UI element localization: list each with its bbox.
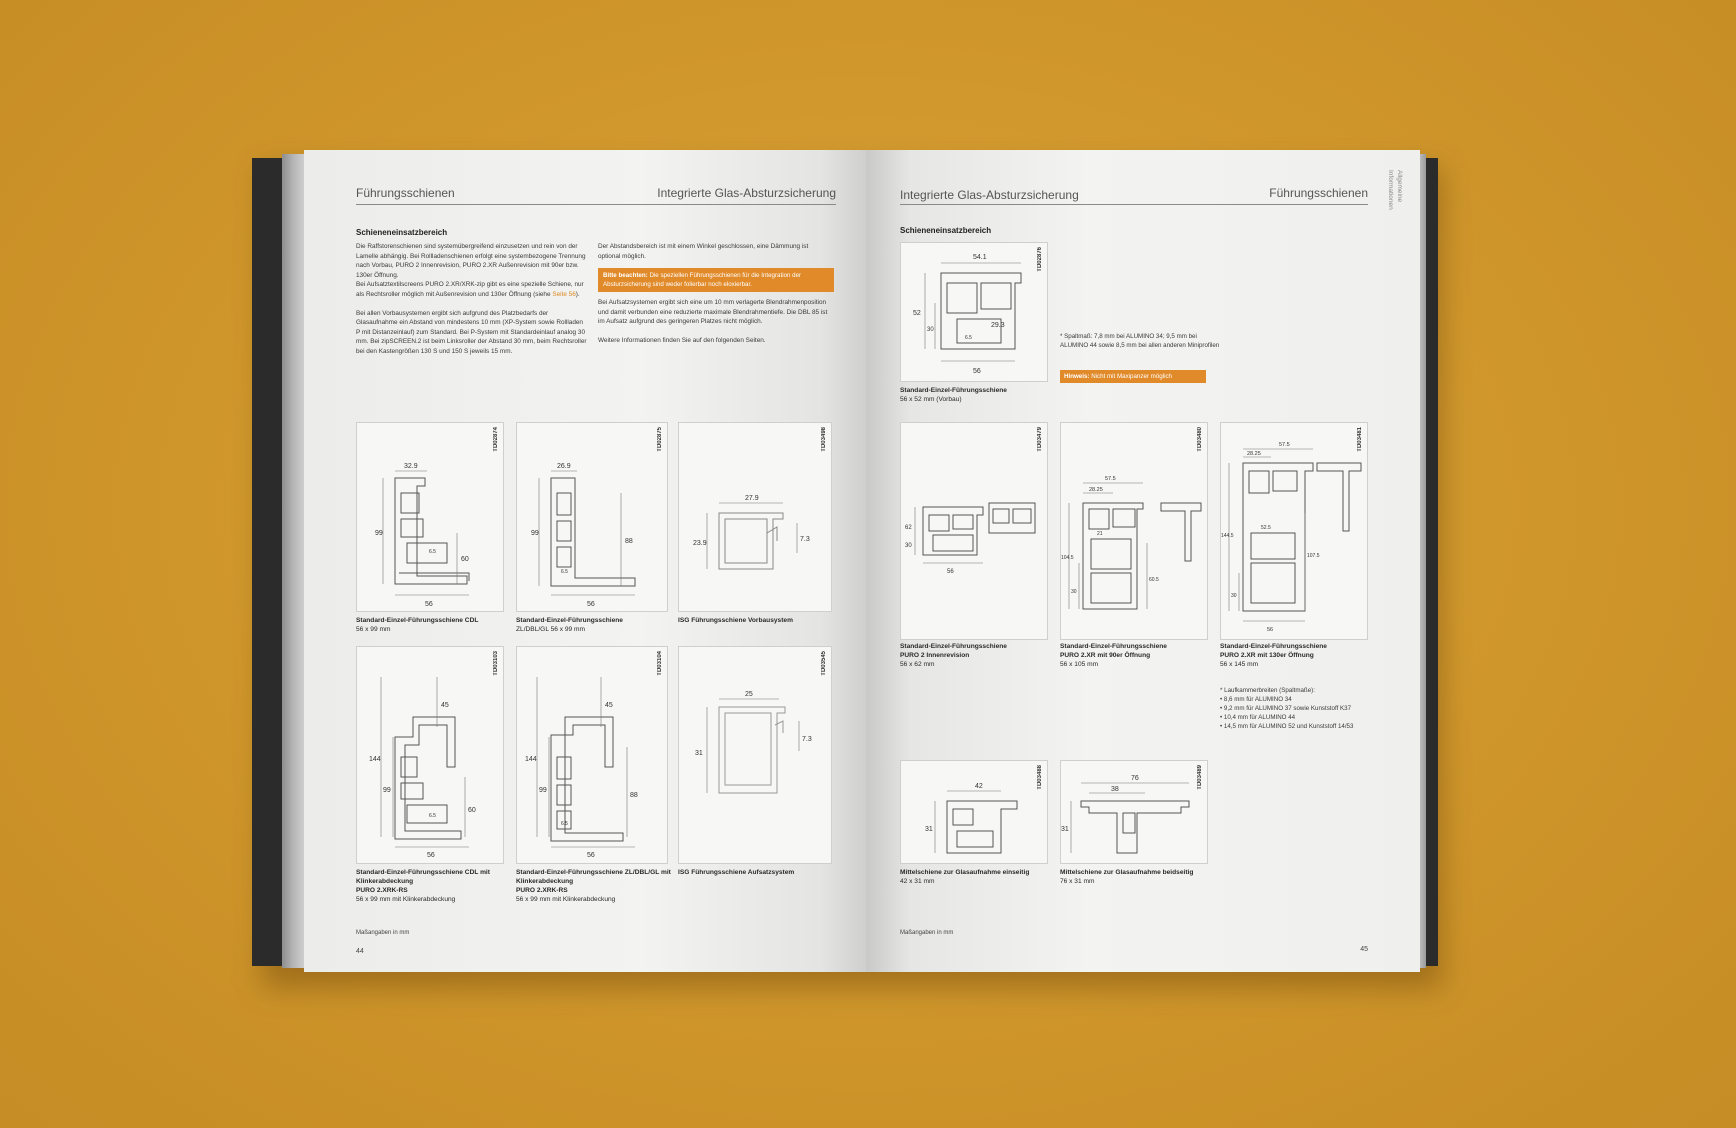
left-footer-note: Maßangaben in mm xyxy=(356,930,410,936)
drawing-code: TD02876 xyxy=(1037,247,1043,272)
caption-title: ISG Führungsschiene Aufsatzsystem xyxy=(678,869,795,876)
dim-width-top: 54.1 xyxy=(973,254,987,261)
drawing-card-td03479 xyxy=(900,422,1048,640)
dim-width-inner: 38 xyxy=(1111,786,1119,793)
dim-height: 99 xyxy=(539,787,547,794)
caption-td03488 xyxy=(900,868,1070,886)
caption-td03489 xyxy=(1060,868,1230,886)
caption-td03103 xyxy=(356,868,516,904)
caption-title: Standard-Einzel-Führungsschiene xyxy=(900,387,1007,394)
dim-height: 52 xyxy=(913,310,921,317)
profile-drawing xyxy=(357,647,505,865)
drawing-code: TD03481 xyxy=(1357,427,1363,452)
dim-small: 6.5 xyxy=(561,569,568,575)
drawing-code: TD03498 xyxy=(821,427,827,452)
left-text-col2b xyxy=(598,298,830,354)
notice-box xyxy=(598,268,834,292)
caption-sub: 56 x 52 mm (Vorbau) xyxy=(900,396,962,403)
dim-inner: 7.3 xyxy=(800,536,810,543)
caption-td03498 xyxy=(678,616,838,625)
hint-label: Hinweis: xyxy=(1064,373,1090,380)
dim-inner-height: 30 xyxy=(905,543,912,549)
drawing-card-td03104 xyxy=(516,646,668,864)
dim-inner-height: 30 xyxy=(1071,589,1077,595)
left-col1-p1: Die Raffstorenschienen sind systemübergreifend einzusetzen und rein von der Lamelle abhängig. Bei Rollladenschienen erfolgt eine systembezogene Trennung nach Vorbau, PURO 2 Innenrevision, PURO 2.XR Außenrevision mit 90er bzw. 130er Öffnung. xyxy=(356,243,586,279)
caption-title: Standard-Einzel-Führungsschiene xyxy=(516,617,623,624)
caption-title: Standard-Einzel-Führungsschiene xyxy=(1220,643,1327,650)
drawing-code: TD03545 xyxy=(821,651,827,676)
dim-height: 99 xyxy=(375,530,383,537)
drawing-card-td03545 xyxy=(678,646,832,864)
notice-text: Die speziellen Führungsschienen für die Integration der Absturzsicherung sind weder folierbar noch eloxierbar. xyxy=(603,272,802,288)
caption-title2: PURO 2.XR mit 130er Öffnung xyxy=(1220,652,1314,659)
right-page-number: 45 xyxy=(1360,946,1368,953)
dim-width-top: 32.9 xyxy=(404,463,418,470)
left-text-col2 xyxy=(598,242,830,270)
dim-width-top: 26.9 xyxy=(557,463,571,470)
dim-width: 56 xyxy=(587,601,595,608)
right-footer-note: Maßangaben in mm xyxy=(900,930,954,936)
caption-title2: PURO 2.XRK-RS xyxy=(356,887,408,894)
dim-width-half: 28.25 xyxy=(1089,487,1103,493)
drawing-card-td03488 xyxy=(900,760,1048,864)
drawing-code: TD03488 xyxy=(1037,765,1043,790)
caption-title: Standard-Einzel-Führungsschiene ZL/DBL/GL mit Klinkerabdeckung xyxy=(516,869,671,885)
dim-width: 42 xyxy=(975,783,983,790)
dim-width: 56 xyxy=(587,852,595,859)
laufkammer-list xyxy=(1220,695,1400,731)
dim-small: 6.5 xyxy=(429,813,436,819)
caption-td02875 xyxy=(516,616,676,634)
profile-drawing xyxy=(901,243,1049,383)
dim-width: 25 xyxy=(745,691,753,698)
dim-inner: 60.5 xyxy=(1149,577,1159,583)
caption-title: Mittelschiene zur Glasaufnahme beidseitig xyxy=(1060,869,1194,876)
dim-width: 56 xyxy=(947,569,954,575)
hint-text: Nicht mit Maxipanzer möglich xyxy=(1091,373,1172,380)
drawing-card-td02876 xyxy=(900,242,1048,382)
dim-inner: 88 xyxy=(625,538,633,545)
list-item: • 8,6 mm für ALUMINO 34 xyxy=(1220,695,1400,704)
profile-drawing xyxy=(1061,761,1209,865)
caption-sub: 56 x 99 mm xyxy=(356,626,391,633)
dim-height: 99 xyxy=(531,530,539,537)
dim-height: 31 xyxy=(925,826,933,833)
caption-title: Standard-Einzel-Führungsschiene CDL xyxy=(356,617,479,624)
left-page xyxy=(304,150,866,972)
caption-title2: PURO 2 Innenrevision xyxy=(900,652,970,659)
profile-drawing xyxy=(901,761,1049,865)
profile-drawing xyxy=(357,423,505,613)
dim-inner: 7.3 xyxy=(802,736,812,743)
left-header-chapter: Integrierte Glas-Absturzsicherung xyxy=(657,186,836,200)
caption-sub: 56 x 99 mm mit Klinkerabdeckung xyxy=(356,896,456,903)
drawing-card-td03480 xyxy=(1060,422,1208,640)
profile-drawing xyxy=(1061,423,1209,641)
dim-width: 56 xyxy=(973,368,981,375)
drawing-code: TD03103 xyxy=(493,651,499,676)
dim-height: 144.5 xyxy=(1221,533,1234,539)
dim-inner: 60 xyxy=(468,807,476,814)
drawing-code: TD03489 xyxy=(1197,765,1203,790)
dim-total-height: 144 xyxy=(369,756,381,763)
dim-height: 23.9 xyxy=(693,540,707,547)
left-section-title: Schieneneinsatzbereich xyxy=(356,228,448,237)
dim-inner: 29.3 xyxy=(991,322,1005,329)
caption-td03104 xyxy=(516,868,676,904)
dim-width-top: 57.5 xyxy=(1105,476,1116,482)
dim-height: 104.5 xyxy=(1061,555,1074,561)
dim-width-total: 76 xyxy=(1131,775,1139,782)
dim-inner-height: 30 xyxy=(927,327,934,333)
dim-width: 56 xyxy=(1267,627,1274,633)
right-section-title: Schieneneinsatzbereich xyxy=(900,226,992,235)
drawing-card-td03489 xyxy=(1060,760,1208,864)
profile-drawing xyxy=(517,423,669,613)
profile-drawing xyxy=(679,647,833,865)
dim-height: 99 xyxy=(383,787,391,794)
profile-drawing xyxy=(1221,423,1369,641)
dim-width-half: 28.25 xyxy=(1247,451,1261,457)
side-tab-label xyxy=(1386,170,1404,210)
left-header-rule xyxy=(356,204,836,205)
left-page-number: 44 xyxy=(356,948,364,955)
page-link[interactable]: Seite 56 xyxy=(552,290,576,298)
right-page xyxy=(866,150,1420,972)
dim-top: 45 xyxy=(605,702,613,709)
caption-title: Standard-Einzel-Führungsschiene CDL mit Klinkerabdeckung xyxy=(356,869,490,885)
drawing-code: TD02875 xyxy=(657,427,663,452)
dim-height: 31 xyxy=(1061,826,1069,833)
right-header-section: Führungsschienen xyxy=(1269,186,1368,200)
right-header-rule xyxy=(900,204,1368,205)
drawing-code: TD02874 xyxy=(493,427,499,452)
dim-height: 62 xyxy=(905,525,912,531)
profile-drawing xyxy=(901,423,1049,641)
spaltmass-note: * Spaltmaß: 7,8 mm bei ALUMINO 34; 9,5 mm bei ALUMINO 44 sowie 8,5 mm bei allen anderen Miniprofilen xyxy=(1060,333,1220,349)
left-text-col1 xyxy=(356,242,588,366)
dim-inner: 88 xyxy=(630,792,638,799)
caption-sub: 42 x 31 mm xyxy=(900,878,935,885)
laufkammer-title: * Laufkammerbreiten (Spaltmaße): xyxy=(1220,687,1315,694)
drawing-card-td02875 xyxy=(516,422,668,612)
caption-title2: PURO 2.XRK-RS xyxy=(516,887,568,894)
drawing-code: TD03479 xyxy=(1037,427,1043,452)
dim-small: 21 xyxy=(1097,531,1103,537)
side-tab-line1: Allgemeine xyxy=(1396,170,1403,203)
dim-small: 6.5 xyxy=(429,549,436,555)
drawing-code: TD03480 xyxy=(1197,427,1203,452)
dim-top: 45 xyxy=(441,702,449,709)
drawing-card-td03103 xyxy=(356,646,504,864)
caption-title: ISG Führungsschiene Vorbausystem xyxy=(678,617,793,624)
left-col2-p3: Weitere Informationen finden Sie auf den folgenden Seiten. xyxy=(598,336,766,344)
dim-small: 6.5 xyxy=(965,335,972,341)
left-col2-p2: Bei Aufsatzsystemen ergibt sich eine um 10 mm verlagerte Blendrahmenposition und damit verbunden eine reduzierte maximale Blendrahmentiefe. Die DBL 85 ist im Aufsatz aufgrund des geringeren Platzes nicht möglich. xyxy=(598,299,828,326)
left-header-section: Führungsschienen xyxy=(356,186,455,200)
dim-inner: 60 xyxy=(461,556,469,563)
left-col2-p1: Der Abstandsbereich ist mit einem Winkel geschlossen, eine Dämmung ist optional möglich. xyxy=(598,243,809,260)
caption-title: Mittelschiene zur Glasaufnahme einseitig xyxy=(900,869,1030,876)
left-col1-p2: Bei Aufsatztextilscreens PURO 2.XR/XRK-zip gibt es eine spezielle Schiene, nur als Rechtsroller möglich mit Außenrevision und 130er Öffnung (siehe xyxy=(356,281,584,298)
list-item: • 9,2 mm für ALUMINO 37 sowie Kunststoff K37 xyxy=(1220,704,1400,713)
caption-td03479 xyxy=(900,642,1060,669)
drawing-card-td02874 xyxy=(356,422,504,612)
list-item: • 10,4 mm für ALUMINO 44 xyxy=(1220,713,1400,722)
caption-sub: 56 x 145 mm xyxy=(1220,661,1259,668)
caption-title: Standard-Einzel-Führungsschiene xyxy=(1060,643,1167,650)
drawing-card-td03481 xyxy=(1220,422,1368,640)
caption-sub: ZL/DBL/GL 56 x 99 mm xyxy=(516,626,586,633)
caption-sub: 56 x 99 mm mit Klinkerabdeckung xyxy=(516,896,616,903)
left-col1-link-suffix: ). xyxy=(575,290,580,298)
drawing-card-td03498 xyxy=(678,422,832,612)
dim-width-top: 57.5 xyxy=(1279,442,1290,448)
right-header-chapter: Integrierte Glas-Absturzsicherung xyxy=(900,188,1079,202)
caption-sub: 56 x 62 mm xyxy=(900,661,935,668)
caption-sub: 56 x 105 mm xyxy=(1060,661,1099,668)
dim-inner: 107.5 xyxy=(1307,553,1320,559)
side-tab-line2: Informationen xyxy=(1387,170,1394,210)
dim-height: 31 xyxy=(695,750,703,757)
dim-inner-height: 30 xyxy=(1231,593,1237,599)
profile-drawing xyxy=(679,423,833,613)
caption-title2: PURO 2.XR mit 90er Öffnung xyxy=(1060,652,1151,659)
caption-sub: 76 x 31 mm xyxy=(1060,878,1095,885)
dim-mid: 52.5 xyxy=(1261,525,1271,531)
dim-total-height: 144 xyxy=(525,756,537,763)
list-item: • 14,5 mm für ALUMINO 52 und Kunststoff 14/53 xyxy=(1220,722,1400,731)
caption-td03481 xyxy=(1220,642,1380,669)
left-col1-p3: Bei allen Vorbausystemen ergibt sich aufgrund des Platzbedarfs der Glasaufnahme ein Abstand von mindestens 10 mm (XP-System sowie Rollladen P mit Distanzeinlauf) zum Standard. Bei P-System mit Standardeinlauf analog 30 mm. Bei zipSCREEN.2 ist beim Linksroller der Abstand 30 mm, beim Rechtsroller bei den Kastengrößen 130 S und 150 S jeweils 15 mm. xyxy=(356,309,587,355)
drawing-code: TD03104 xyxy=(657,651,663,676)
notice-label: Bitte beachten: xyxy=(603,272,648,279)
caption-td03480 xyxy=(1060,642,1220,669)
hint-box xyxy=(1060,370,1206,383)
laufkammer-note xyxy=(1220,686,1400,731)
caption-td03545 xyxy=(678,868,838,877)
caption-title: Standard-Einzel-Führungsschiene xyxy=(900,643,1007,650)
dim-width: 27.9 xyxy=(745,495,759,502)
dim-width: 56 xyxy=(427,852,435,859)
dim-small: 6.5 xyxy=(561,821,568,827)
profile-drawing xyxy=(517,647,669,865)
dim-width: 56 xyxy=(425,601,433,608)
caption-td02874 xyxy=(356,616,516,634)
caption-td02876 xyxy=(900,386,1060,404)
